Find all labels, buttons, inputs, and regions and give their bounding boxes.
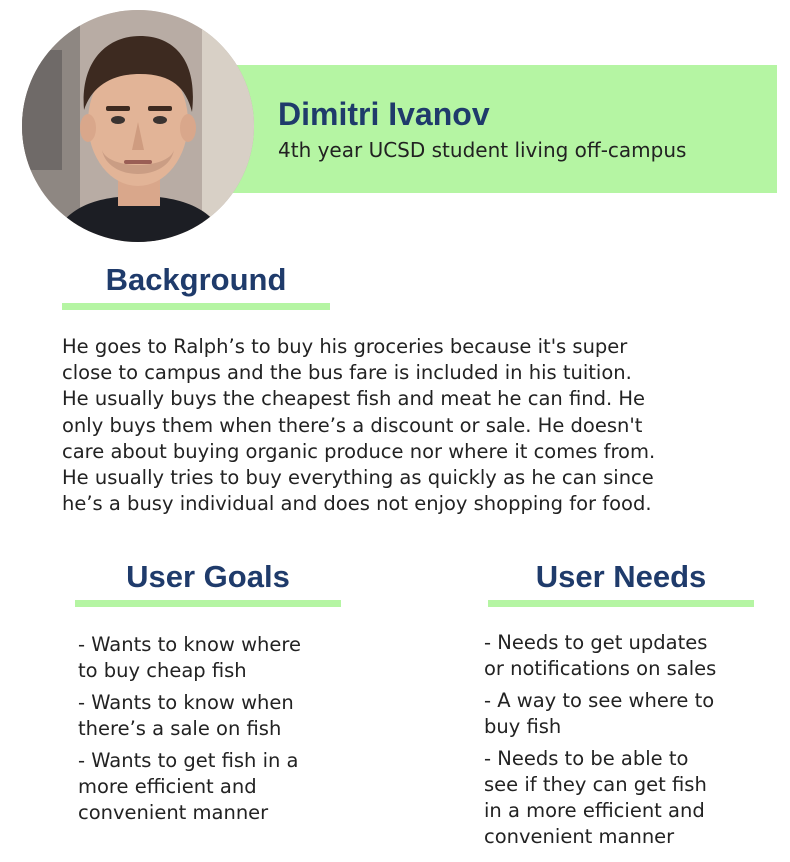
user-goals-heading: User Goals (126, 559, 290, 594)
goal-item (78, 690, 368, 742)
goal-line: to buy cheap fish (78, 659, 247, 682)
user-needs-underline (488, 600, 754, 607)
user-needs-list (484, 630, 784, 856)
need-item (484, 630, 784, 682)
need-line: or notifications on sales (484, 657, 717, 680)
need-line: - A way to see where to (484, 689, 715, 712)
avatar (22, 10, 254, 242)
need-line: buy fish (484, 715, 562, 738)
background-line: close to campus and the bus fare is included in his tuition. (62, 361, 632, 385)
persona-name: Dimitri Ivanov (278, 96, 490, 132)
goal-item (78, 748, 368, 826)
user-goals-underline (75, 600, 341, 607)
background-heading: Background (105, 262, 287, 297)
user-needs-heading: User Needs (535, 559, 707, 594)
goal-line: there’s a sale on fish (78, 717, 282, 740)
background-line: He usually tries to buy everything as quickly as he can since (62, 466, 654, 490)
background-paragraph (62, 334, 742, 517)
goal-item (78, 632, 368, 684)
need-item (484, 688, 784, 740)
goal-line: - Wants to know when (78, 691, 294, 714)
need-line: in a more efficient and (484, 799, 705, 822)
background-line: only buys them when there’s a discount or sale. He doesn't (62, 413, 643, 437)
user-goals-list (78, 632, 368, 832)
goal-line: convenient manner (78, 801, 269, 824)
background-underline (62, 303, 330, 310)
goal-line: - Wants to get fish in a (78, 749, 299, 772)
background-line: He goes to Ralph’s to buy his groceries because it's super (62, 335, 628, 358)
need-line: see if they can get fish (484, 773, 707, 796)
persona-subtitle: 4th year UCSD student living off-campus (278, 138, 687, 162)
background-line: he’s a busy individual and does not enjoy shopping for food. (62, 492, 652, 516)
background-line: care about buying organic produce nor where it comes from. (62, 439, 656, 463)
need-item (484, 746, 784, 850)
need-line: convenient manner (484, 825, 675, 848)
need-line: - Needs to be able to (484, 747, 689, 770)
goal-line: - Wants to know where (78, 633, 301, 656)
background-line: He usually buys the cheapest fish and meat he can find. He (62, 387, 646, 411)
need-line: - Needs to get updates (484, 631, 708, 654)
portrait-photo (22, 10, 254, 242)
goal-line: more efficient and (78, 775, 257, 798)
